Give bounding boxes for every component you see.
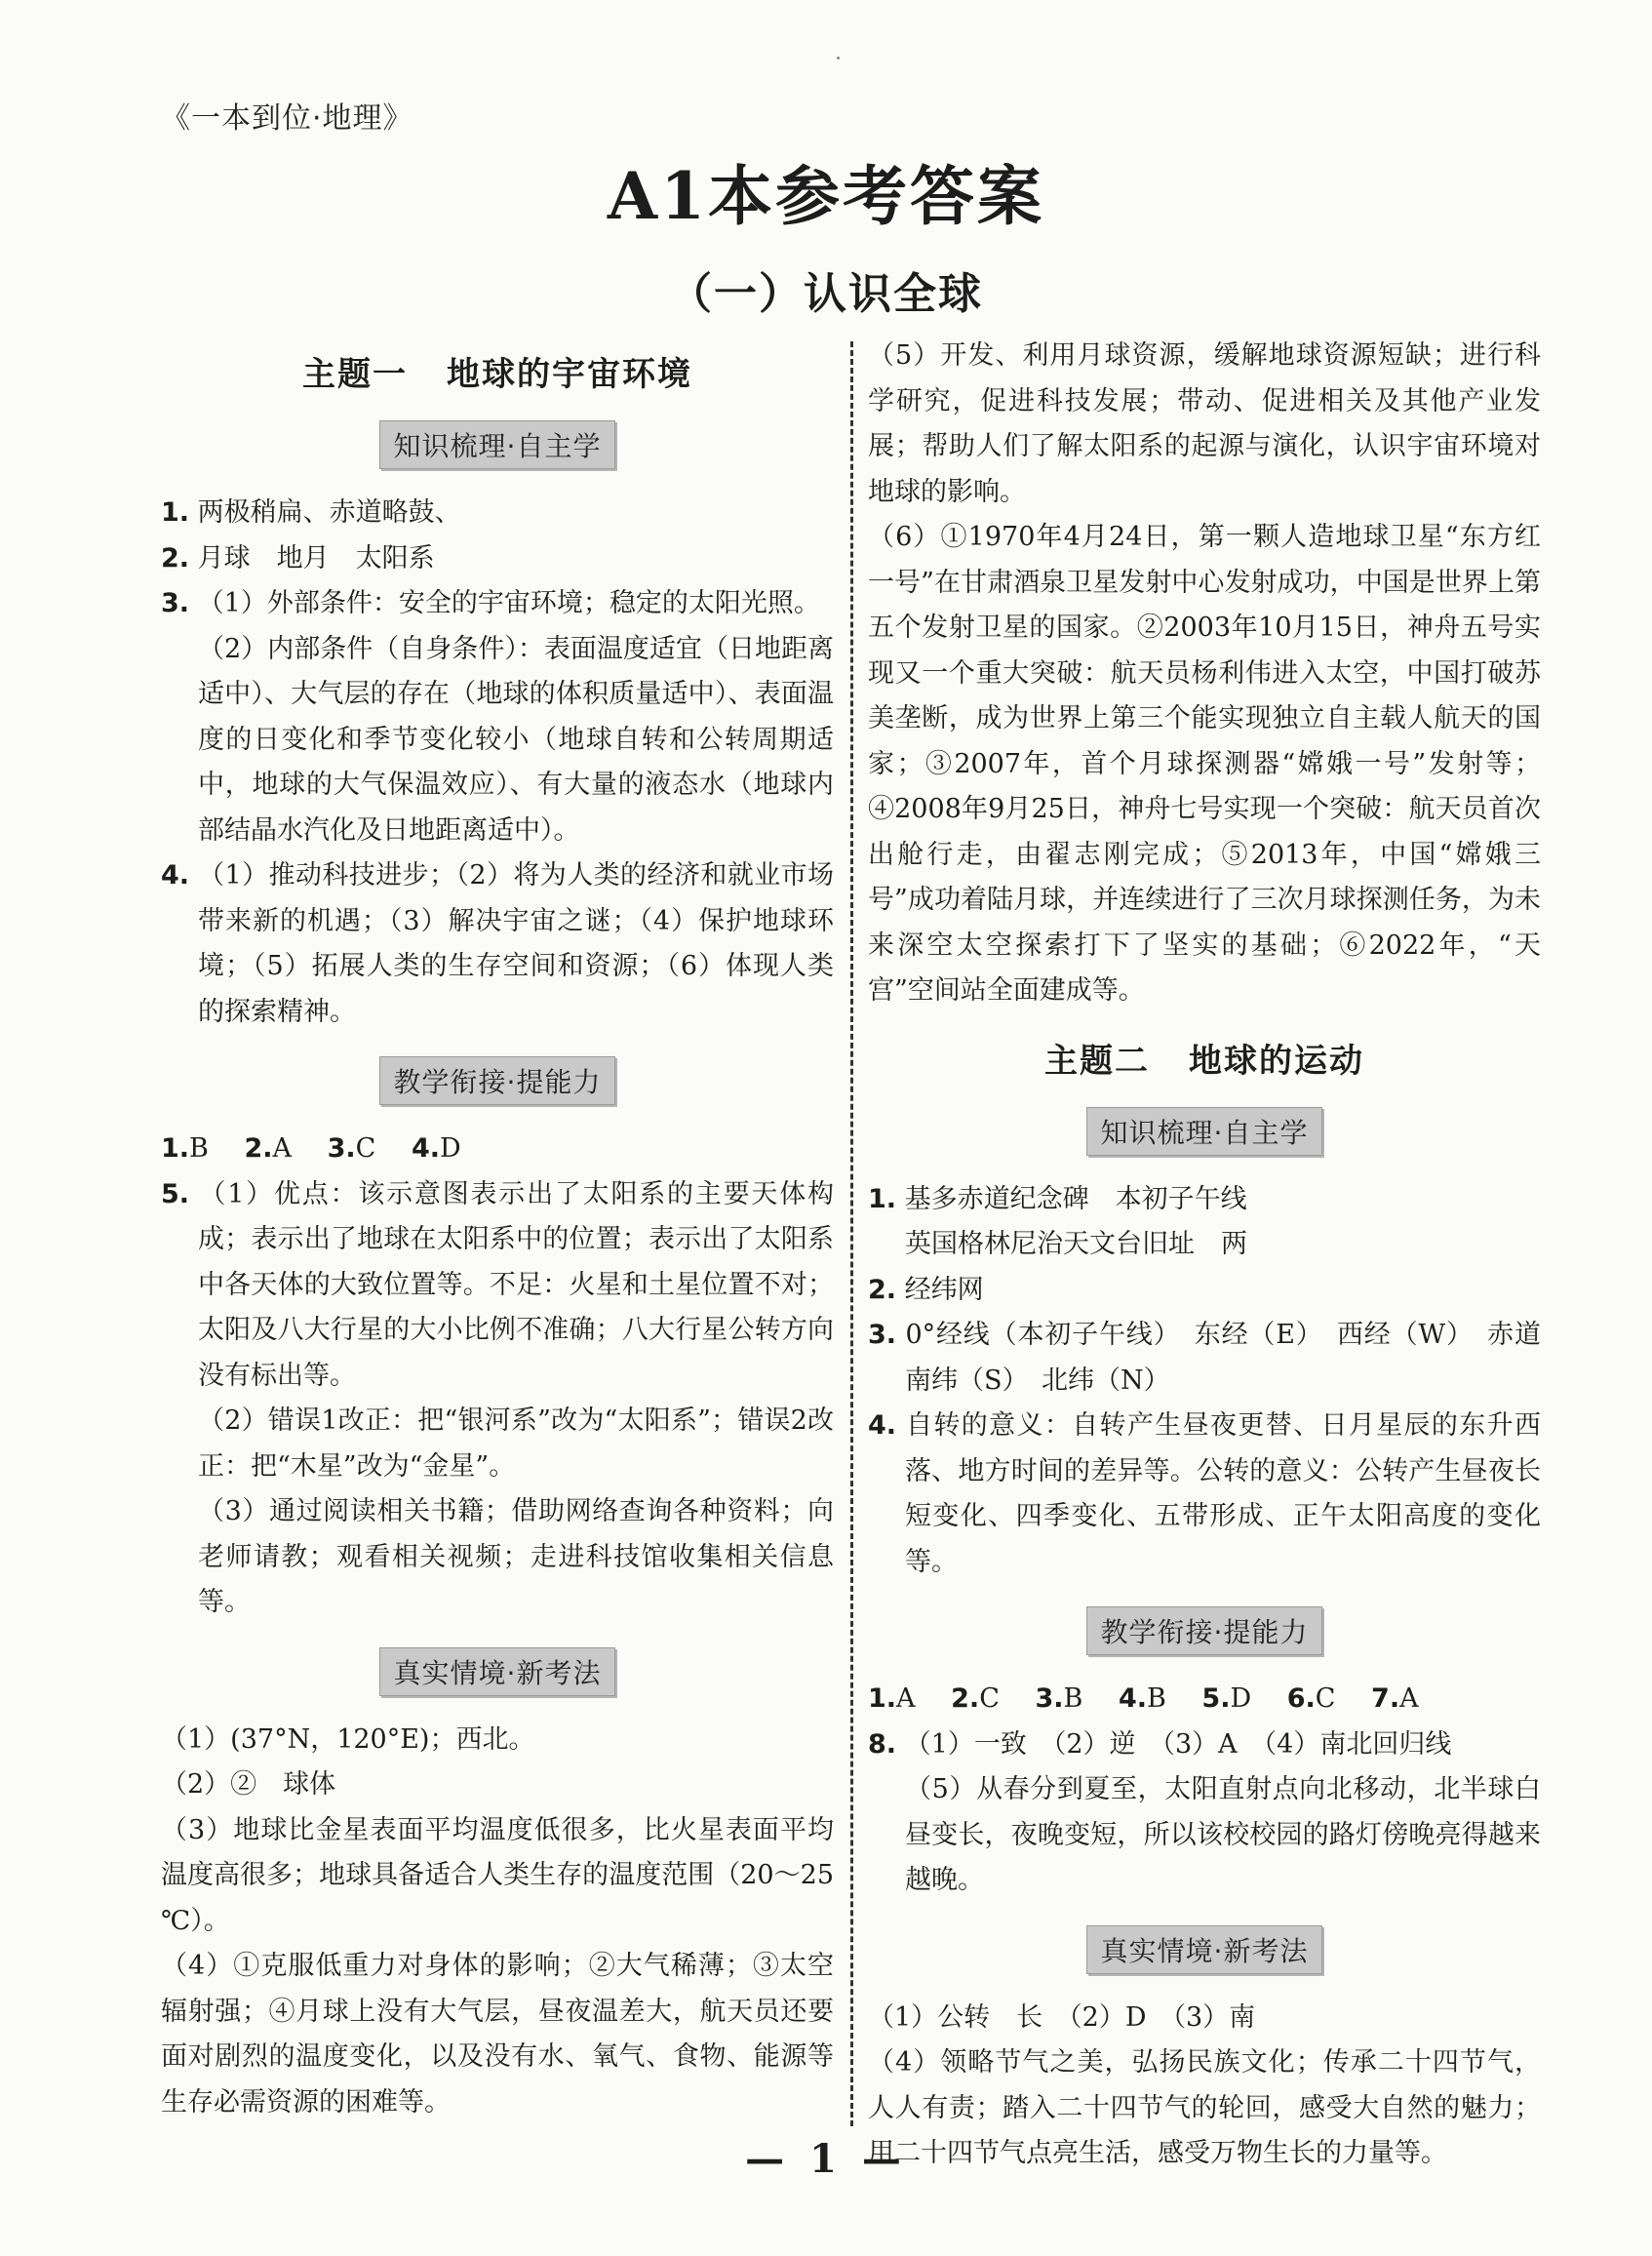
item-number: 1. xyxy=(868,1183,897,1214)
section-badge: 真实情境·新考法 xyxy=(1086,1925,1323,1974)
answer-item: （1）公转 长 （2）D （3）南 xyxy=(868,2001,1256,2033)
mc-number: 3. xyxy=(1035,1683,1064,1714)
answer-item: （4）①克服低重力对身体的影响；②大气稀薄；③太空辐射强；④月球上没有大气层，昼夜温差大，航天员还要面对剧烈的温度变化，以及没有水、氧气、食物、能源等生存必需资源的困难等。 xyxy=(161,1951,834,2117)
section-badge: 知识梳理·自主学 xyxy=(379,420,616,469)
answer-item xyxy=(868,1222,1541,1268)
answer-item: （6）①1970年4月24日，第一颗人造地球卫星“东方红一号”在甘肃酒泉卫星发射中心发射成功，中国是世界上第五个发射卫星的国家。②2003年10月15日，神舟五号实现又一个重大突破：航天员杨利伟进入太空，中国打破苏美垄断，成为世界上第三个能实现独立自主载人航天的国家；③2007年，首个月球探测器“嫦娥一号”发射等；④2008年9月25日，神舟七号实现一个突破：航天员首次出舱行走，由翟志刚完成；⑤2013年，中国“嫦娥三号”成功着陆月球，并连续进行了三次月球探测任务，为未来深空太空探索打下了坚实的基础；⑥2022年，“天宫”空间站全面建成等。 xyxy=(868,522,1541,1006)
item-text: （5）从春分到夏至，太阳直射点向北移动，北半球白昼变长，夜晚变短，所以该校校园的路灯傍晚亮得越来越晚。 xyxy=(905,1774,1541,1895)
mc-number: 5. xyxy=(1201,1683,1231,1714)
mc-answer: D xyxy=(439,1133,461,1164)
answer-item: （1）(37°N，120°E)；西北。 xyxy=(161,1723,535,1755)
scan-speck xyxy=(837,57,840,59)
item-text: 自转的意义：自转产生昼夜更替、日月星辰的东升西落、地方时间的差异等。公转的意义：公转产生昼夜长短变化、四季变化、五带形成、正午太阳高度的变化等。 xyxy=(905,1410,1541,1577)
mc-number: 2. xyxy=(951,1683,980,1714)
column-divider xyxy=(850,341,853,2126)
mc-number: 1. xyxy=(161,1133,190,1164)
mc-answer: B xyxy=(1063,1683,1083,1714)
answer-item xyxy=(161,1399,834,1489)
item-number: 4. xyxy=(161,860,190,891)
left-column xyxy=(161,339,834,2125)
mc-number: 3. xyxy=(327,1133,356,1164)
right-column xyxy=(868,334,1567,2177)
mc-number: 4. xyxy=(1118,1683,1147,1714)
item-number: 2. xyxy=(868,1274,897,1305)
item-number: 4. xyxy=(868,1410,897,1441)
item-number: 8. xyxy=(868,1728,897,1760)
mc-answer: B xyxy=(1146,1683,1166,1714)
item-text: 月球 地月 太阳系 xyxy=(197,542,435,574)
answer-item xyxy=(161,627,834,854)
answer-item xyxy=(868,1313,1567,1404)
item-number: 2. xyxy=(161,542,190,574)
answer-item xyxy=(868,1722,1541,1768)
item-text: 英国格林尼治天文台旧址 两 xyxy=(905,1229,1247,1259)
topic-heading xyxy=(161,347,834,395)
section-badge: 教学衔接·提能力 xyxy=(379,1056,616,1105)
mc-number: 4. xyxy=(411,1133,440,1164)
topic-name: 地球的运动 xyxy=(1189,1041,1364,1081)
item-text: 经纬网 xyxy=(904,1274,984,1305)
item-text: （1）优点：该示意图表示出了太阳系的主要天体构成；表示出了地球在太阳系中的位置；表示出了太阳系中各天体的大致位置等。不足：火星和土星位置不对；太阳及八大行星的大小比例不准确；八大行星公转方向没有标出等。 xyxy=(198,1178,834,1391)
mc-number: 6. xyxy=(1286,1683,1316,1714)
item-text: （1）外部条件：安全的宇宙环境；稳定的太阳光照。 xyxy=(197,588,820,618)
mc-answer: A xyxy=(272,1133,293,1164)
topic-number: 主题二 xyxy=(1044,1041,1150,1081)
mc-number: 2. xyxy=(244,1133,273,1164)
section-badge: 知识梳理·自主学 xyxy=(1086,1107,1323,1156)
mc-answer: C xyxy=(1315,1683,1336,1714)
page-number: — 1 — xyxy=(745,2136,907,2182)
item-number: 3. xyxy=(161,588,190,618)
section-badge: 真实情境·新考法 xyxy=(379,1647,616,1696)
item-number: 3. xyxy=(868,1320,897,1350)
item-text: （3）通过阅读相关书籍；借助网络查询各种资料；向老师请教；观看相关视频；走进科技馆收集相关信息等。 xyxy=(198,1496,834,1617)
mc-answer: A xyxy=(1399,1683,1419,1714)
answer-item xyxy=(868,1767,1541,1904)
item-number: 1. xyxy=(161,497,190,528)
answer-item: （2）② 球体 xyxy=(161,1769,336,1800)
answer-item xyxy=(868,1404,1541,1585)
answer-item xyxy=(161,581,834,627)
answer-item xyxy=(868,1177,1541,1223)
chapter-title: （一）认识全球 xyxy=(669,269,983,319)
book-series-tag: 《一本到位·地理》 xyxy=(161,101,413,136)
item-text: （1）推动科技进步；（2）将为人类的经济和就业市场带来新的机遇；（3）解决宇宙之谜；（4）保护地球环境；（5）拓展人类的生存空间和资源；（6）体现人类的探索精神。 xyxy=(198,860,834,1027)
multiple-choice-answers xyxy=(868,1677,1541,1722)
item-text: 两极稍扁、赤道略鼓、 xyxy=(197,497,461,528)
answer-item: （5）开发、利用月球资源，缓解地球资源短缺；进行科学研究，促进科技发展；带动、促进相关及其他产业发展；帮助人们了解太阳系的起源与演化，认识宇宙环境对地球的影响。 xyxy=(868,340,1541,507)
mc-answer: C xyxy=(355,1133,376,1164)
answer-item xyxy=(161,536,834,582)
answer-item xyxy=(161,1489,834,1626)
item-text: （2）错误1改正：把“银河系”改为“太阳系”；错误2改正：把“木星”改为“金星”。 xyxy=(198,1405,834,1482)
mc-answer: C xyxy=(979,1683,1000,1714)
item-number: 5. xyxy=(161,1178,190,1209)
answer-item xyxy=(868,1268,1541,1314)
topic-heading xyxy=(868,1034,1541,1082)
answer-item: （3）地球比金星表面平均温度低很多，比火星表面平均温度高很多；地球具备适合人类生存的温度范围（20～25 ℃）。 xyxy=(161,1814,834,1936)
item-text: （1）一致 （2）逆 （3）A （4）南北回归线 xyxy=(904,1728,1452,1760)
answer-item: （4）领略节气之美，弘扬民族文化；传承二十四节气，人人有责；踏入二十四节气的轮回，感受大自然的魅力；用二十四节气点亮生活，感受万物生长的力量等。 xyxy=(868,2047,1541,2168)
mc-number: 7. xyxy=(1371,1683,1400,1714)
answer-item xyxy=(161,491,834,536)
mc-answer: D xyxy=(1230,1683,1252,1714)
topic-number: 主题一 xyxy=(302,355,408,394)
item-text: 0°经线（本初子午线） 东经（E） 西经（W） 赤道 南纬（S） 北纬（N） xyxy=(905,1320,1567,1396)
multiple-choice-answers xyxy=(161,1127,834,1172)
item-text: 基多赤道纪念碑 本初子午线 xyxy=(904,1183,1247,1214)
topic-name: 地球的宇宙环境 xyxy=(447,355,692,394)
answer-item xyxy=(161,1172,834,1400)
answer-item xyxy=(161,853,834,1035)
mc-answer: B xyxy=(189,1133,209,1164)
mc-number: 1. xyxy=(868,1683,897,1714)
page-title: A1本参考答案 xyxy=(607,158,1045,234)
section-badge: 教学衔接·提能力 xyxy=(1086,1606,1323,1655)
mc-answer: A xyxy=(896,1683,916,1714)
item-text: （2）内部条件（自身条件）：表面温度适宜（日地距离适中）、大气层的存在（地球的体积质量适中）、表面温度的日变化和季节变化较小（地球自转和公转周期适中，地球的大气保温效应）、有大量的液态水（地球内部结晶水汽化及日地距离适中）。 xyxy=(198,633,834,846)
